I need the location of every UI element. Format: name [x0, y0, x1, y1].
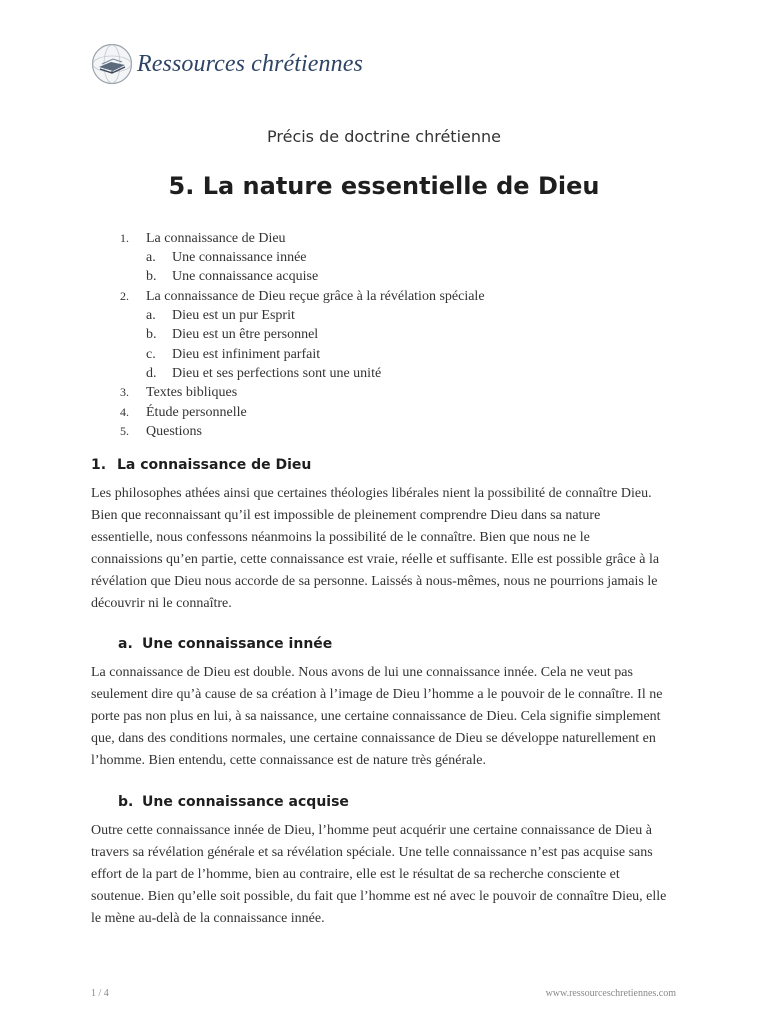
- section-title: La connaissance de Dieu: [117, 457, 312, 473]
- toc-item-label: La connaissance de Dieu reçue grâce à la révélation spéciale: [146, 289, 485, 304]
- subsection-heading: [118, 636, 332, 652]
- paragraph-line: seulement dire qu’à cause de sa création à l’image de Dieu l’homme a le pouvoir de le connaître. Il ne: [91, 687, 663, 702]
- toc-item-number: b.: [146, 327, 157, 342]
- paragraph-line: que, dans des conditions normales, une certaine connaissance de Dieu se développe naturellement en: [91, 731, 656, 746]
- toc-item-number: 2.: [120, 289, 129, 303]
- logo-text: Ressources chrétiennes: [137, 50, 363, 77]
- book-globe-icon: [91, 43, 133, 85]
- paragraph-line: porte pas non plus en lui, à sa naissance, une certaine connaissance de Dieu. Cela signifie simplement: [91, 709, 661, 724]
- paragraph-line: connaissions qu’en partie, cette connaissance est vraie, réelle et suffisante. Elle est possible grâce à la: [91, 552, 660, 567]
- section-paragraph: [91, 483, 681, 615]
- paragraph-line: travers sa révélation générale et sa révélation spéciale. Une telle connaissance n’est pas acquise sans: [91, 845, 653, 860]
- section-number: 1.: [91, 457, 107, 473]
- paragraph-line: effort de la part de l’homme, bien au contraire, elle est le résultat de sa recherche consciente et: [91, 867, 620, 882]
- subsection-heading: [118, 794, 349, 810]
- toc-item-number: a.: [146, 308, 156, 323]
- footer-url-link[interactable]: www.ressourceschretiennes.com: [545, 988, 676, 999]
- toc-item-number: 4.: [120, 405, 129, 419]
- paragraph-line: découvrir ni le connaître.: [91, 596, 232, 611]
- section-number: b.: [118, 794, 134, 810]
- toc-item-label: Une connaissance innée: [172, 250, 307, 265]
- paragraph-line: Les philosophes athées ainsi que certaines théologies libérales nient la possibilité de connaître Dieu.: [91, 486, 652, 501]
- paragraph-line: le mène au-delà de la connaissance innée.: [91, 911, 325, 926]
- toc-item-label: La connaissance de Dieu: [146, 231, 286, 246]
- section-paragraph: [91, 662, 681, 772]
- toc-item-label: Questions: [146, 424, 202, 439]
- section-title: Une connaissance innée: [142, 636, 333, 652]
- toc-item-number: 1.: [120, 231, 129, 245]
- toc-item-number: b.: [146, 269, 157, 284]
- toc-item-label: Étude personnelle: [146, 405, 247, 420]
- paragraph-line: essentielle, nous confessons néanmoins la possibilité de le connaître. Bien que nous ne le: [91, 530, 590, 545]
- paragraph-line: Outre cette connaissance innée de Dieu, l’homme peut acquérir une certaine connaissance de Dieu à: [91, 823, 652, 838]
- page-number: 1 / 4: [91, 988, 109, 999]
- toc-item-number: 5.: [120, 424, 129, 438]
- site-logo[interactable]: [91, 43, 363, 85]
- section-paragraph: [91, 820, 681, 930]
- paragraph-line: soutenue. Bien qu’elle soit possible, du fait que l’homme est né avec le pouvoir de connaître Dieu, elle: [91, 889, 667, 904]
- paragraph-line: Bien que reconnaissant qu’il est impossible de pleinement comprendre Dieu dans sa nature: [91, 508, 601, 523]
- toc-item-number: d.: [146, 366, 157, 381]
- section-title: Une connaissance acquise: [142, 794, 349, 810]
- section-heading: [91, 457, 311, 473]
- toc-item-label: Une connaissance acquise: [172, 269, 319, 284]
- toc-item-label: Dieu est un pur Esprit: [172, 308, 295, 323]
- paragraph-line: l’homme. Bien entendu, cette connaissance est de nature très générale.: [91, 753, 486, 768]
- section-number: a.: [118, 636, 133, 652]
- paragraph-line: révélation que Dieu nous accorde de sa personne. Laissés à nous-mêmes, nous ne pourrions jamais le: [91, 574, 658, 589]
- page-title: 5. La nature essentielle de Dieu: [168, 172, 600, 200]
- document-kicker: Précis de doctrine chrétienne: [267, 127, 501, 146]
- toc-item-number: c.: [146, 347, 156, 362]
- toc-item-number: a.: [146, 250, 156, 265]
- toc-item-label: Dieu et ses perfections sont une unité: [172, 366, 382, 381]
- toc-item-number: 3.: [120, 385, 129, 399]
- toc-item-label: Textes bibliques: [146, 385, 238, 400]
- toc-item-label: Dieu est un être personnel: [172, 327, 319, 342]
- paragraph-line: La connaissance de Dieu est double. Nous avons de lui une connaissance innée. Cela ne veut pas: [91, 665, 633, 680]
- toc-item-label: Dieu est infiniment parfait: [172, 347, 321, 362]
